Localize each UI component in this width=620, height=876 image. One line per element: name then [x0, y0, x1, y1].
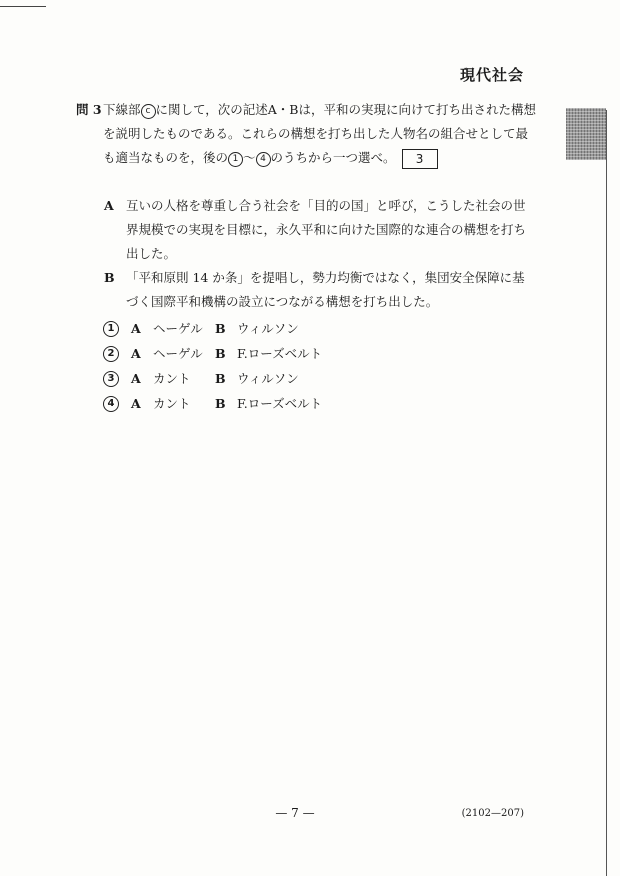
choice-number: 1: [103, 321, 119, 337]
choices-list: [103, 316, 322, 416]
statement-a: [104, 194, 534, 266]
choice-2[interactable]: [103, 341, 322, 366]
choice-4[interactable]: [103, 391, 322, 416]
choice-a-name: ヘーゲル: [153, 321, 203, 336]
question-text-end: のうちから一つ選べ。: [270, 150, 396, 165]
choice-a-label: A: [131, 371, 141, 386]
choice-3[interactable]: [103, 366, 322, 391]
question-text-pre: 下線部: [103, 102, 141, 117]
choice-b-name: F.ローズベルト: [237, 346, 323, 361]
choice-b-label: B: [215, 371, 226, 386]
statement-label: B: [104, 270, 115, 285]
circled-range-end: 4: [256, 152, 271, 167]
choice-b-name: ウィルソン: [237, 321, 299, 336]
choice-b-label: B: [215, 321, 226, 336]
subject-title: 現代社会: [459, 66, 524, 84]
choice-1[interactable]: [103, 316, 322, 341]
choice-number: 3: [103, 371, 119, 387]
choice-a-name: ヘーゲル: [153, 346, 203, 361]
choice-number: 2: [103, 346, 119, 362]
statement-text: 「平和原則 14 か条」を提唱し，勢力均衡ではなく，集団安全保障に基づく国際平和機構の設立につながる構想を打ち出した。: [126, 270, 525, 309]
statements-block: [104, 194, 534, 314]
choice-number: 4: [103, 396, 119, 412]
choice-b-label: B: [215, 396, 226, 411]
choice-a-label: A: [131, 346, 141, 361]
statement-label: A: [104, 198, 114, 213]
question-text-main: に関して，次の記述A・Bは，平和の実現に向けて打ち出された構想を説明したものである。これらの構想を打ち出した人物名の組合せとして最も適当なものを，後の: [103, 102, 536, 165]
circled-range-start: 1: [228, 152, 243, 167]
question-label: 問 3: [76, 102, 102, 117]
choice-a-name: カント: [153, 396, 191, 411]
circled-ref-c: c: [141, 104, 156, 119]
page-edge-line: [606, 110, 607, 876]
side-index-tab: [566, 108, 606, 160]
question-block: [76, 98, 536, 170]
top-rule: [0, 6, 46, 7]
answer-box[interactable]: 3: [402, 149, 438, 169]
statement-text: 互いの人格を尊重し合う社会を「目的の国」と呼び，こうした社会の世界規模での実現を目標に，永久平和に向けた国際的な連合の構想を打ち出した。: [126, 198, 527, 261]
choice-a-name: カント: [153, 371, 191, 386]
question-text: [103, 98, 536, 170]
exam-code: (2102—207): [461, 808, 524, 819]
choice-b-label: B: [215, 346, 226, 361]
statement-b: [104, 266, 534, 314]
page-number: — 7 —: [275, 806, 315, 820]
choice-a-label: A: [131, 396, 141, 411]
choice-a-label: A: [131, 321, 141, 336]
range-separator: ～: [243, 150, 256, 165]
choice-b-name: ウィルソン: [237, 371, 299, 386]
choice-b-name: F.ローズベルト: [237, 396, 323, 411]
